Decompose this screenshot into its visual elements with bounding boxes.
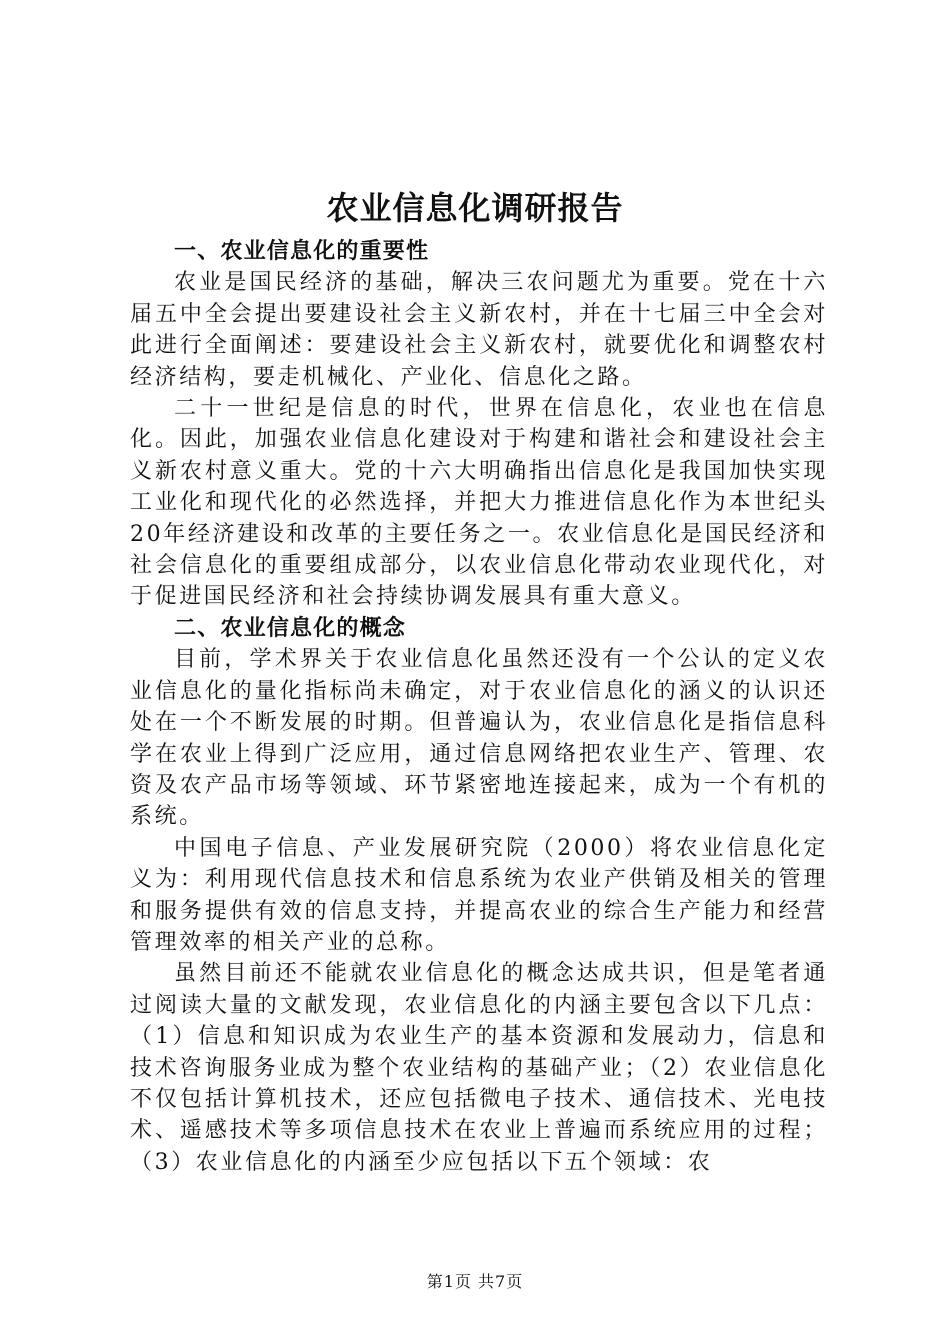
paragraph: 中国电子信息、产业发展研究院（2000）将农业信息化定义为：利用现代信息技术和信息系统为农业产供销及相关的管理和服务提供有效的信息支持，并提高农业的综合生产能力和经营管理效率的相关产业的总称。 (130, 835, 828, 955)
page-number-footer: 第1页 共7页 (426, 1272, 524, 1291)
paragraph: 虽然目前还不能就农业信息化的概念达成共识，但是笔者通过阅读大量的文献发现，农业信息化的内涵主要包含以下几点：（1）信息和知识成为农业生产的基本资源和发展动力，信息和技术咨询服务业成为整个农业结构的基础产业；（2）农业信息化不仅包括计算机技术，还应包括微电子技术、通信技术、光电技术、遥感技术等多项信息技术在农业上普遍而系统应用的过程；（3）农业信息化的内涵至少应包括以下五个领域：农 (130, 961, 828, 1175)
paragraph: 二十一世纪是信息的时代，世界在信息化，农业也在信息化。因此，加强农业信息化建设对于构建和谐社会和建设社会主义新农村意义重大。党的十六大明确指出信息化是我国加快实现工业化和现代化的必然选择，并把大力推进信息化作为本世纪头20年经济建设和改革的主要任务之一。农业信息化是国民经济和社会信息化的重要组成部分，以农业信息化带动农业现代化，对于促进国民经济和社会持续协调发展具有重大意义。 (130, 396, 828, 610)
section-heading-concept: 二、农业信息化的概念 (174, 614, 407, 641)
document-title: 农业信息化调研报告 (326, 189, 624, 227)
document-body (130, 236, 828, 1178)
paragraph: 农业是国民经济的基础，解决三农问题尤为重要。党在十六届五中全会提出要建设社会主义新农村，并在十七届三中全会对此进行全面阐述：要建设社会主义新农村，就要优化和调整农村经济结构，要走机械化、产业化、信息化之路。 (130, 270, 828, 390)
paragraph: 目前，学术界关于农业信息化虽然还没有一个公认的定义农业信息化的量化指标尚未确定，对于农业信息化的涵义的认识还处在一个不断发展的时期。但普遍认为，农业信息化是指信息科学在农业上得到广泛应用，通过信息网络把农业生产、管理、农资及农产品市场等领域、环节紧密地连接起来，成为一个有机的系统。 (130, 647, 828, 830)
section-heading-importance: 一、农业信息化的重要性 (174, 238, 430, 264)
